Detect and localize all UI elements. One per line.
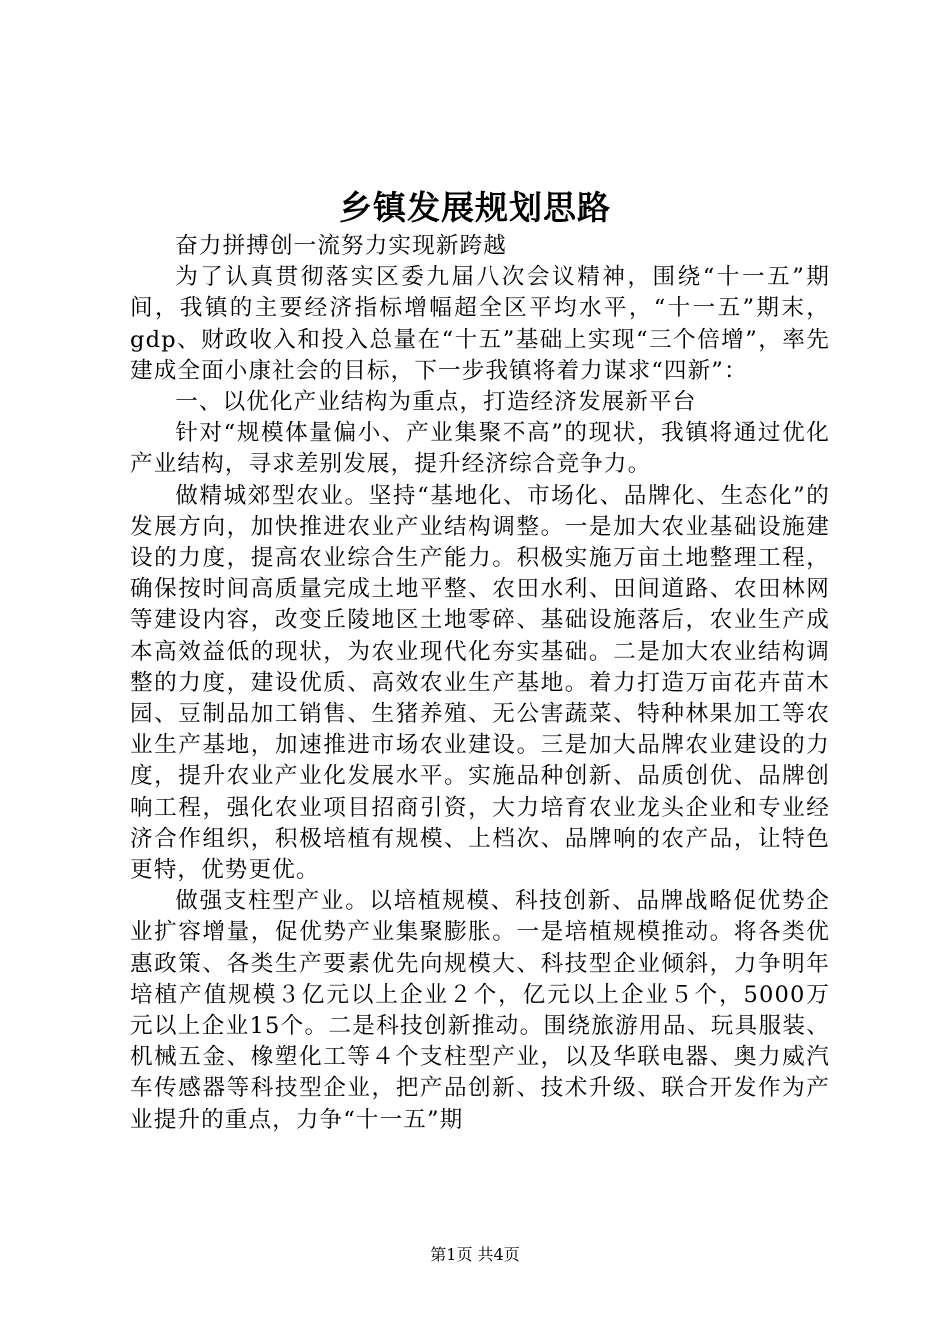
body-paragraph: 做强支柱型产业。以培植规模、科技创新、品牌战略促优势企业扩容增量，促优势产业集聚膨胀。一是培植规模推动。将各类优惠政策、各类生产要素优先向规模大、科技型企业倾斜，力争明年培植产值规模３亿元以上企业２个，亿元以上企业５个，5000万元以上企业15个。二是科技创新推动。围绕旅游用品、玩具服装、机械五金、橡塑化工等４个支柱型产业，以及华联电器、奥力威汽车传感器等科技型企业，把产品创新、技术升级、联合开发作为产业提升的重点，力争“十一五”期	[130, 888, 830, 1133]
body-paragraph: 做精城郊型农业。坚持“基地化、市场化、品牌化、生态化”的发展方向，加快推进农业产业结构调整。一是加大农业基础设施建设的力度，提高农业综合生产能力。积极实施万亩土地整理工程，确保按时间高质量完成土地平整、农田水利、田间道路、农田林网等建设内容，改变丘陵地区土地零碎、基础设施落后，农业生产成本高效益低的现状，为农业现代化夯实基础。二是加大农业结构调整的力度，建设优质、高效农业生产基地。着力打造万亩花卉苗木园、豆制品加工销售、生猪养殖、无公害蔬菜、特种林果加工等农业生产基地，加速推进市场农业建设。三是加大品牌农业建设的力度，提升农业产业化发展水平。实施品种创新、品质创优、品牌创响工程，强化农业项目招商引资，大力培育农业龙头企业和专业经济合作组织，积极培植有规模、上档次、品牌响的农产品，让特色更特，优势更优。	[130, 482, 830, 884]
document-title: 乡镇发展规划思路	[339, 188, 611, 227]
section-heading: 一、以优化产业结构为重点，打造经济发展新平台	[175, 389, 697, 416]
subtitle-paragraph: 奋力拼搏创一流努力实现新跨越	[175, 233, 507, 259]
document-body	[130, 231, 830, 1136]
page-number-footer: 第1页 共4页	[430, 1245, 520, 1264]
body-paragraph: 针对“规模体量偏小、产业集聚不高”的现状，我镇将通过优化产业结构，寻求差别发展，提升经济综合竞争力。	[130, 420, 830, 478]
intro-paragraph: 为了认真贯彻落实区委九届八次会议精神，围绕“十一五”期间，我镇的主要经济指标增幅超全区平均水平，“十一五”期末，gdp、财政收入和投入总量在“十五”基础上实现“三个倍增”，率先建成全面小康社会的目标，下一步我镇将着力谋求“四新”：	[130, 264, 830, 384]
